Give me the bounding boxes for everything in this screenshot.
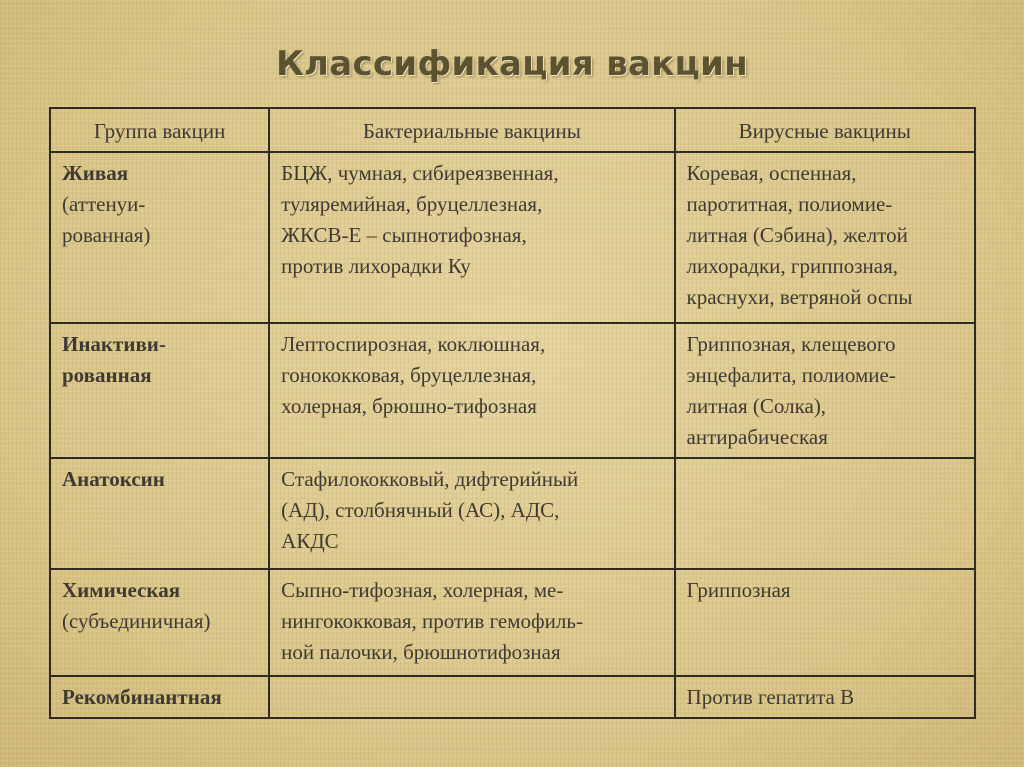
bacterial-cell: Лептоспирозная, коклюшная, гонококковая, бруцеллезная, холерная, брюшно-тифозная bbox=[269, 323, 674, 458]
group-cell bbox=[50, 323, 269, 458]
group-name: Химическая bbox=[62, 578, 181, 602]
table-row bbox=[50, 676, 975, 718]
header-viral: Вирусные вакцины bbox=[675, 108, 975, 152]
group-cell bbox=[50, 458, 269, 569]
table-row bbox=[50, 152, 975, 323]
viral-cell: Гриппозная bbox=[675, 569, 975, 676]
group-name: Живая bbox=[62, 161, 129, 185]
bacterial-cell: Стафилококковый, дифтерийный (АД), столбнячный (АС), АДС, АКДС bbox=[269, 458, 674, 569]
viral-cell: Гриппозная, клещевого энцефалита, полиомие- литная (Солка), антирабическая bbox=[675, 323, 975, 458]
viral-cell bbox=[675, 458, 975, 569]
header-bacterial: Бактериальные вакцины bbox=[269, 108, 674, 152]
table-row bbox=[50, 323, 975, 458]
viral-cell: Коревая, оспенная, паротитная, полиомие- литная (Сэбина), желтой лихорадки, гриппозная, краснухи, ветряной оспы bbox=[675, 152, 975, 323]
bacterial-cell bbox=[269, 676, 674, 718]
group-name: Инактиви- рованная bbox=[62, 332, 166, 387]
vaccine-classification-table bbox=[49, 107, 976, 719]
table-row bbox=[50, 569, 975, 676]
bacterial-cell: Сыпно-тифозная, холерная, ме- нингококковая, против гемофиль- ной палочки, брюшнотифозная bbox=[269, 569, 674, 676]
table-row bbox=[50, 458, 975, 569]
group-subtitle: (субъединичная) bbox=[62, 609, 211, 633]
table-header-row bbox=[50, 108, 975, 152]
group-subtitle: (аттенуи- рованная) bbox=[62, 192, 151, 247]
group-name: Рекомбинантная bbox=[62, 685, 222, 709]
group-cell bbox=[50, 569, 269, 676]
group-cell bbox=[50, 676, 269, 718]
viral-cell: Против гепатита В bbox=[675, 676, 975, 718]
page-title: Классификация вакцин bbox=[275, 44, 749, 84]
group-cell bbox=[50, 152, 269, 323]
header-group: Группа вакцин bbox=[50, 108, 269, 152]
bacterial-cell: БЦЖ, чумная, сибиреязвенная, туляремийная, бруцеллезная, ЖКСВ-Е – сыпнотифозная, против лихорадки Ку bbox=[269, 152, 674, 323]
group-name: Анатоксин bbox=[62, 467, 165, 491]
